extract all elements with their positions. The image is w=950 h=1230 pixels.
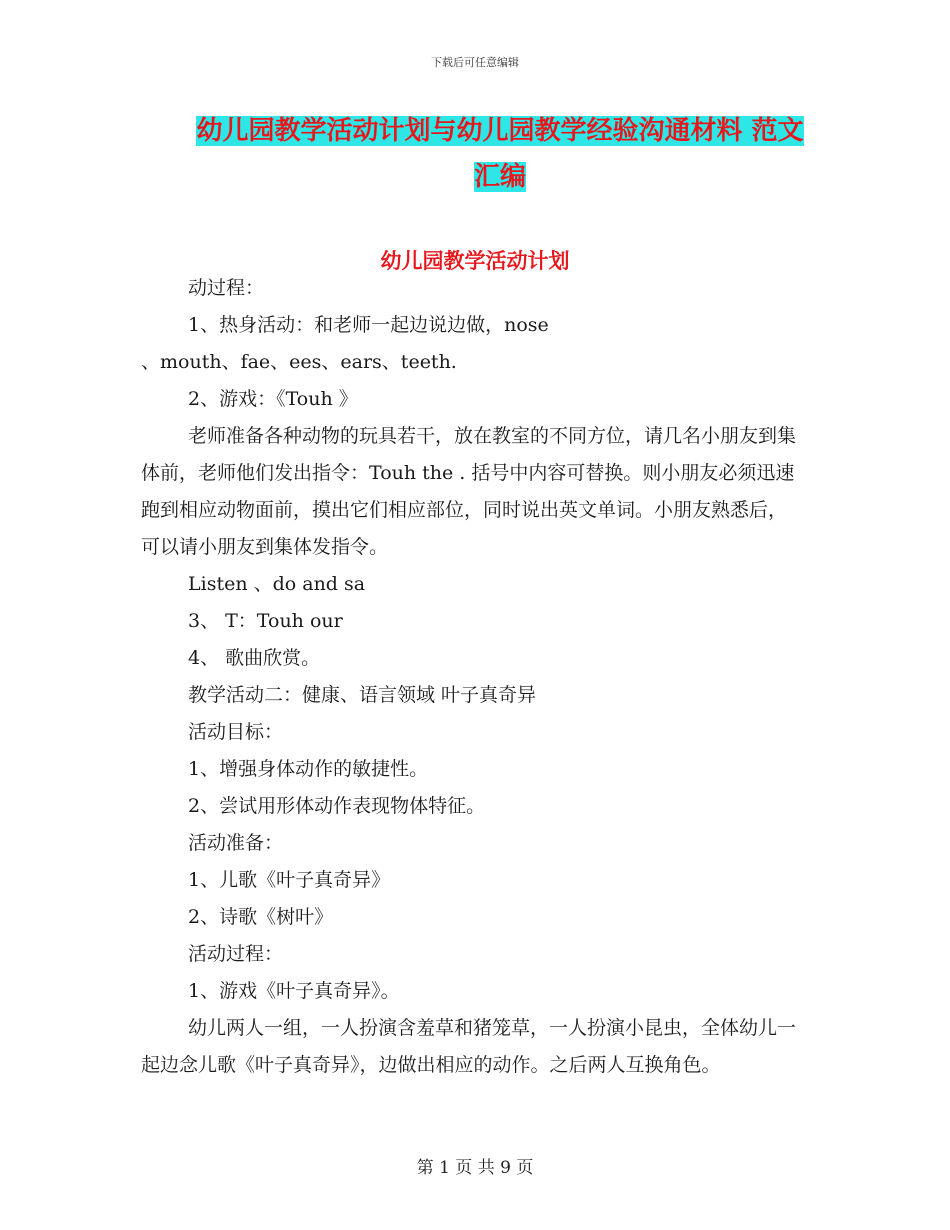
section-title: 幼儿园教学活动计划 (380, 249, 570, 273)
page-footer: 第 1 页 共 9 页 (416, 1158, 534, 1178)
paragraph: 1、游戏《叶子真奇异》。 (188, 980, 400, 1002)
paragraph: 1、增强身体动作的敏捷性。 (188, 758, 429, 780)
paragraph: 活动准备： (188, 832, 284, 854)
paragraph: 2、尝试用形体动作表现物体特征。 (188, 795, 486, 817)
document-body (141, 270, 796, 1084)
paragraph: 老师准备各种动物的玩具若干，放在教室的不同方位，请几名小朋友到集体前，老师他们发出指令：Touh the . 括号中内容可替换。则小朋友必须迅速跑到相应动物面前，摸出它们相应部位，同时说出英文单词。小朋友熟悉后，可以请小朋友到集体发指令。 (141, 425, 797, 558)
document-title-line-2: 汇编 (473, 162, 526, 192)
paragraph: 4、 歌曲欣赏。 (188, 647, 321, 669)
paragraph: 幼儿两人一组，一人扮演含羞草和猪笼草，一人扮演小昆虫，全体幼儿一起边念儿歌《叶子真奇异》，边做出相应的动作。之后两人互换角色。 (141, 1017, 797, 1076)
paragraph: 2、游戏：《Touh 》 (188, 388, 358, 410)
paragraph: 2、诗歌《树叶》 (188, 906, 334, 928)
paragraph: 动过程： (188, 277, 265, 299)
paragraph: 1、儿歌《叶子真奇异》 (188, 869, 391, 891)
paragraph: 活动目标： (188, 721, 284, 743)
document-title-line-1: 幼儿园教学活动计划与幼儿园教学经验沟通材料 范文 (196, 116, 804, 146)
paragraph: Listen 、do and sa (188, 573, 366, 595)
paragraph: 1、热身活动：和老师一起边说边做，nose (188, 314, 549, 336)
page-header: 下载后可任意编辑 (431, 56, 519, 69)
document-title (185, 108, 815, 200)
paragraph: 3、 T：Touh our (188, 610, 343, 632)
paragraph: 教学活动二：健康、语言领域 叶子真奇异 (188, 684, 537, 706)
paragraph: 、mouth、fae、ees、ears、teeth. (141, 351, 457, 373)
paragraph: 活动过程： (188, 943, 284, 965)
